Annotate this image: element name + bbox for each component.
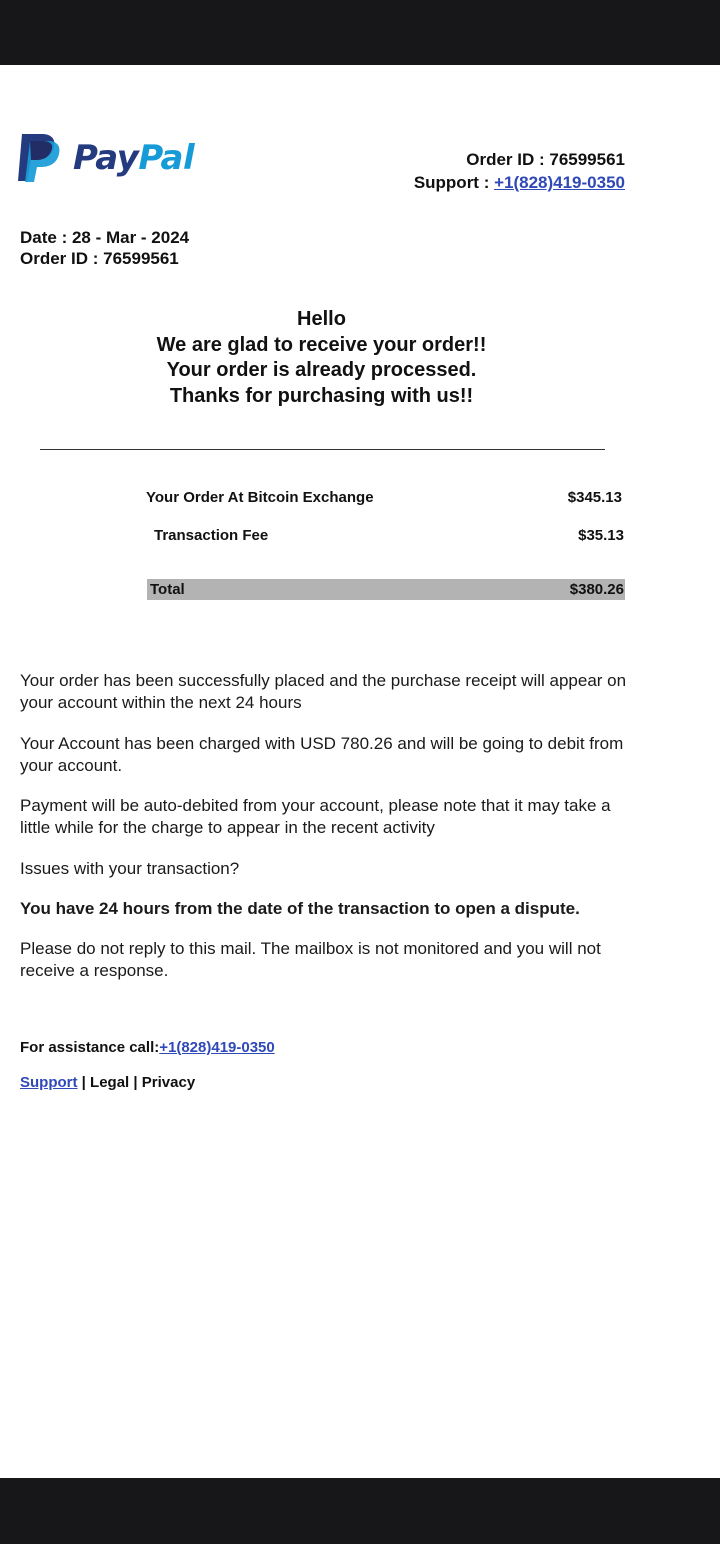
greeting-line-4: Thanks for purchasing with us!! <box>169 384 474 407</box>
footer-legal-link[interactable]: Legal <box>90 1074 130 1091</box>
summary-row-order-amount: $345.13 <box>567 489 622 506</box>
top-status-bar <box>0 0 720 65</box>
summary-row-fee-label: Transaction Fee <box>154 527 269 544</box>
summary-row-fee-amount: $35.13 <box>578 527 624 544</box>
greeting-line-2: We are glad to receive your order!! <box>156 333 487 356</box>
header-order-info <box>414 148 625 194</box>
body-paragraph-dispute: You have 24 hours from the date of the transaction to open a dispute. <box>20 899 580 918</box>
footer-privacy-link[interactable]: Privacy <box>141 1074 196 1091</box>
order-id: Order ID : 76599561 <box>20 249 179 268</box>
footer-phone-link[interactable]: +1(828)419-0350 <box>159 1039 275 1056</box>
body-paragraph-2: Your Account has been charged with USD 780.26 and will be going to debit from your account. <box>20 734 624 775</box>
greeting-hello: Hello <box>297 308 346 330</box>
greeting-block <box>20 307 623 409</box>
body-paragraph-1: Your order has been successfully placed and the purchase receipt will appear on your account within the next 24 hours <box>20 671 627 712</box>
order-date: Date : 28 - Mar - 2024 <box>20 228 190 247</box>
paypal-wordmark: PayPal <box>73 138 195 178</box>
greeting-line-3: Your order is already processed. <box>166 359 477 381</box>
body-paragraph-no-reply: Please do not reply to this mail. The mailbox is not monitored and you will not receive a response. <box>20 939 601 980</box>
order-meta <box>20 227 189 269</box>
summary-row-order-label: Your Order At Bitcoin Exchange <box>146 489 374 506</box>
header-support: Support : +1(828)419-0350 <box>413 173 625 192</box>
paypal-logo <box>18 132 218 184</box>
divider <box>40 449 605 450</box>
footer-links: Support | Legal | Privacy <box>20 1074 196 1091</box>
header-support-phone-link[interactable]: +1(828)419-0350 <box>494 173 625 192</box>
total-label: Total <box>150 581 185 598</box>
footer-support-link[interactable]: Support <box>20 1074 78 1091</box>
bottom-nav-bar <box>0 1478 720 1544</box>
body-paragraph-3: Payment will be auto-debited from your account, please note that it may take a little while for the charge to appear in the recent activity <box>20 796 611 837</box>
summary-total-row <box>147 579 625 600</box>
total-amount: $380.26 <box>569 581 624 598</box>
paypal-p-icon <box>18 132 62 184</box>
footer-assistance: For assistance call:+1(828)419-0350 <box>20 1039 275 1056</box>
header-order-id: Order ID : 76599561 <box>466 150 625 169</box>
body-paragraph-4: Issues with your transaction? <box>20 859 240 878</box>
